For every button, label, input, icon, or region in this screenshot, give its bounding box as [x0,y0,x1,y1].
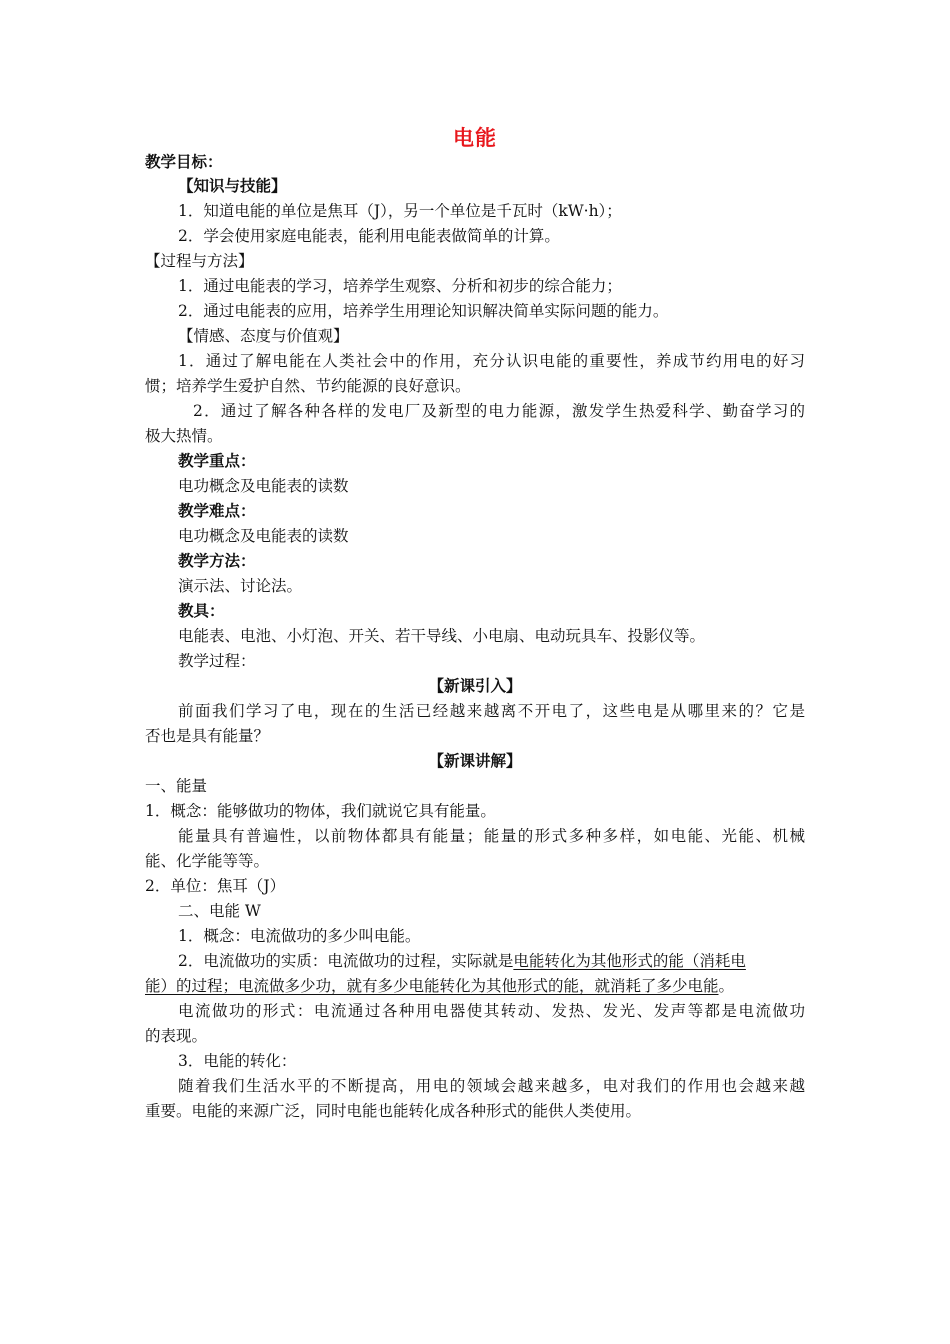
emotion-item-2-line-2: 极大热情。 [145,427,223,445]
intro-heading: 【新课引入】 [428,677,522,695]
emotion-item-1-line-1: 1．通过了解电能在人类社会中的作用，充分认识电能的重要性，养成节约用电的好习 [178,352,805,370]
process-item-1: 1．通过电能表的学习，培养学生观察、分析和初步的综合能力； [178,277,622,295]
key-point-text: 电功概念及电能表的读数 [178,477,349,495]
energy-paragraph-line-1: 能量具有普遍性，以前物体都具有能量；能量的形式多种多样，如电能、光能、机械 [178,827,805,845]
method-text: 演示法、讨论法。 [178,577,303,595]
intro-line-2: 否也是具有能量？ [145,727,270,745]
essence-end: 。 [718,977,735,995]
knowledge-item-1: 1．知道电能的单位是焦耳（J），另一个单位是千瓦时（kW·h）； [178,202,622,220]
knowledge-item-2: 2．学会使用家庭电能表，能利用电能表做简单的计算。 [178,227,560,245]
electric-essence-line-2 [145,974,734,998]
emotion-item-2-line-1: 2．通过了解各种各样的发电厂及新型的电力能源，激发学生热爱科学、勤奋学习的 [193,402,805,420]
essence-underlined-1: 电能转化为其他形式的能（消耗电 [513,952,746,970]
conversion-title: 3．电能的转化： [178,1052,297,1070]
essence-prefix: 2．电流做功的实质：电流做功的过程，实际就是 [178,952,514,970]
process-item-2: 2．通过电能表的应用，培养学生用理论知识解决简单实际问题的能力。 [178,302,669,320]
goals-heading: 教学目标： [145,153,223,171]
tools-text: 电能表、电池、小灯泡、开关、若干导线、小电扇、电动玩具车、投影仪等。 [178,627,706,645]
essence-underlined-2: 能）的过程；电流做多少功，就有多少电能转化为其他形式的能，就消耗了多少电能 [145,977,719,995]
intro-line-1: 前面我们学习了电，现在的生活已经越来越离不开电了，这些电是从哪里来的？它是 [178,702,805,720]
electric-energy-concept: 1．概念：电流做功的多少叫电能。 [178,927,421,945]
lecture-heading: 【新课讲解】 [428,752,522,770]
tools-heading: 教具： [178,602,225,620]
energy-concept: 1．概念：能够做功的物体，我们就说它具有能量。 [145,802,496,820]
emotion-item-1-line-2: 惯；培养学生爱护自然、节约能源的良好意识。 [145,377,471,395]
conversion-line-1: 随着我们生活水平的不断提高，用电的领域会越来越多，电对我们的作用也会越来越 [178,1077,805,1095]
knowledge-heading: 【知识与技能】 [178,177,287,195]
key-point-heading: 教学重点： [178,452,256,470]
difficulty-heading: 教学难点： [178,502,256,520]
energy-paragraph-line-2: 能、化学能等等。 [145,852,270,870]
electric-essence-line-1 [178,949,746,973]
process-heading: 【过程与方法】 [145,252,254,270]
current-work-form-line-1: 电流做功的形式：电流通过各种用电器使其转动、发热、发光、发声等都是电流做功 [178,1002,805,1020]
energy-unit: 2．单位：焦耳（J） [145,877,286,895]
teaching-process-heading: 教学过程： [178,652,256,670]
difficulty-text: 电功概念及电能表的读数 [178,527,349,545]
page-title: 电能 [453,126,497,150]
conversion-line-2: 重要。电能的来源广泛，同时电能也能转化成各种形式的能供人类使用。 [145,1102,642,1120]
current-work-form-line-2: 的表现。 [145,1027,208,1045]
section-energy-title: 一、能量 [145,777,208,795]
section-electric-energy-title: 二、电能 W [178,902,261,920]
emotion-heading: 【情感、态度与价值观】 [178,327,349,345]
method-heading: 教学方法： [178,552,256,570]
